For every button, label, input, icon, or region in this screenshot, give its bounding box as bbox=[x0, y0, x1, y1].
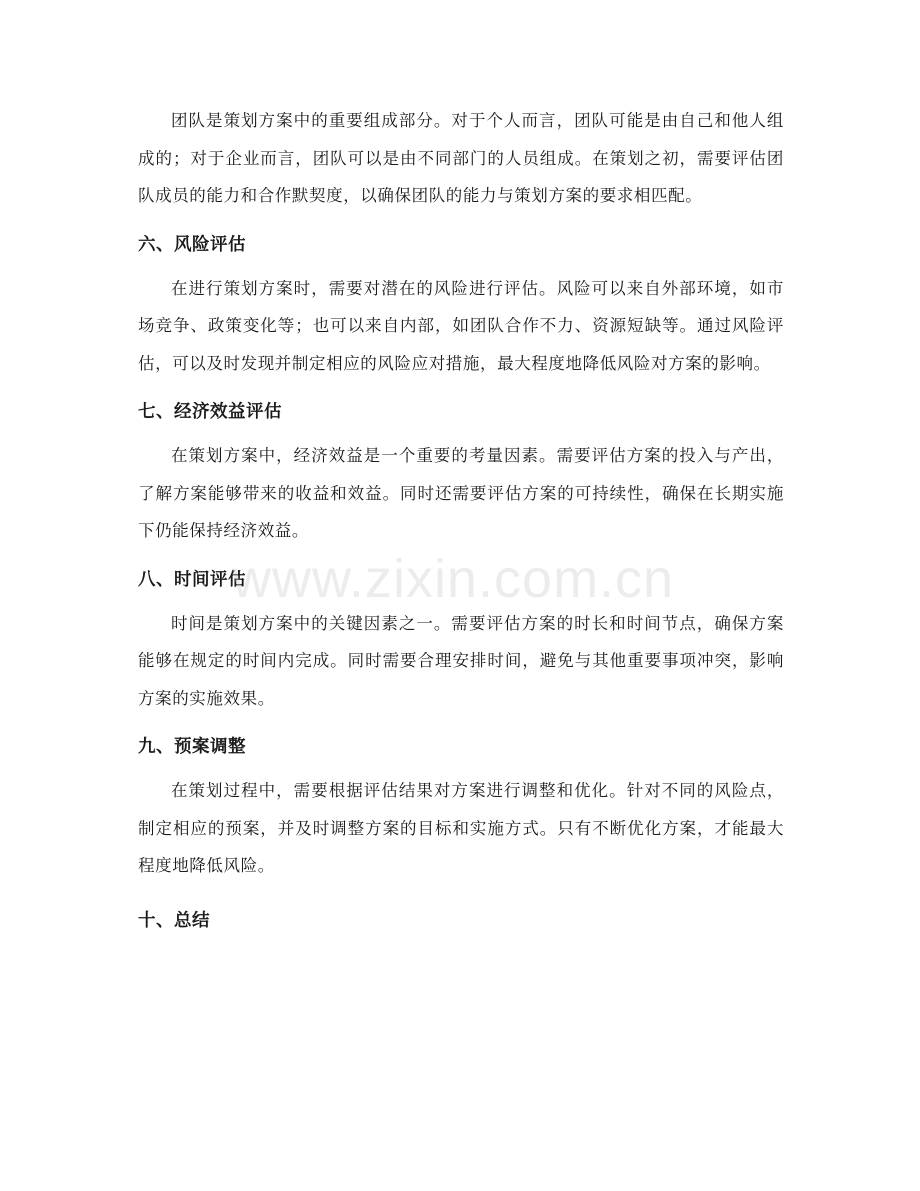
watermark-text: www.zixin.com.cn bbox=[232, 549, 675, 609]
paragraph-economic-assessment: 在策划方案中，经济效益是一个重要的考量因素。需要评估方案的投入与产出，了解方案能够带来的收益和效益。同时还需要评估方案的可持续性，确保在长期实施下仍能保持经济效益。 bbox=[138, 446, 784, 540]
heading-summary: 十、总结 bbox=[138, 910, 210, 931]
heading-risk-assessment: 六、风险评估 bbox=[138, 234, 246, 255]
intro-paragraph: 团队是策划方案中的重要组成部分。对于个人而言，团队可能是由自己和他人组成的；对于企业而言，团队可以是由不同部门的人员组成。在策划之初，需要评估团队成员的能力和合作默契度，以确保团队的能力与策划方案的要求相匹配。 bbox=[138, 111, 784, 205]
paragraph-time-assessment: 时间是策划方案中的关键因素之一。需要评估方案的时长和时间节点，确保方案能够在规定的时间内完成。同时需要合理安排时间，避免与其他重要事项冲突，影响方案的实施效果。 bbox=[138, 613, 784, 708]
heading-plan-adjustment: 九、预案调整 bbox=[138, 737, 246, 757]
heading-time-assessment: 八、时间评估 bbox=[138, 569, 246, 590]
paragraph-risk-assessment: 在进行策划方案时，需要对潜在的风险进行评估。风险可以来自外部环境，如市场竞争、政策变化等；也可以来自内部，如团队合作不力、资源短缺等。通过风险评估，可以及时发现并制定相应的风险应对措施，最大程度地降低风险对方案的影响。 bbox=[138, 278, 784, 373]
heading-economic-assessment: 七、经济效益评估 bbox=[138, 402, 282, 422]
document-body bbox=[138, 102, 784, 932]
paragraph-plan-adjustment: 在策划过程中，需要根据评估结果对方案进行调整和优化。针对不同的风险点，制定相应的预案，并及时调整方案的目标和实施方式。只有不断优化方案，才能最大程度地降低风险。 bbox=[138, 781, 784, 875]
